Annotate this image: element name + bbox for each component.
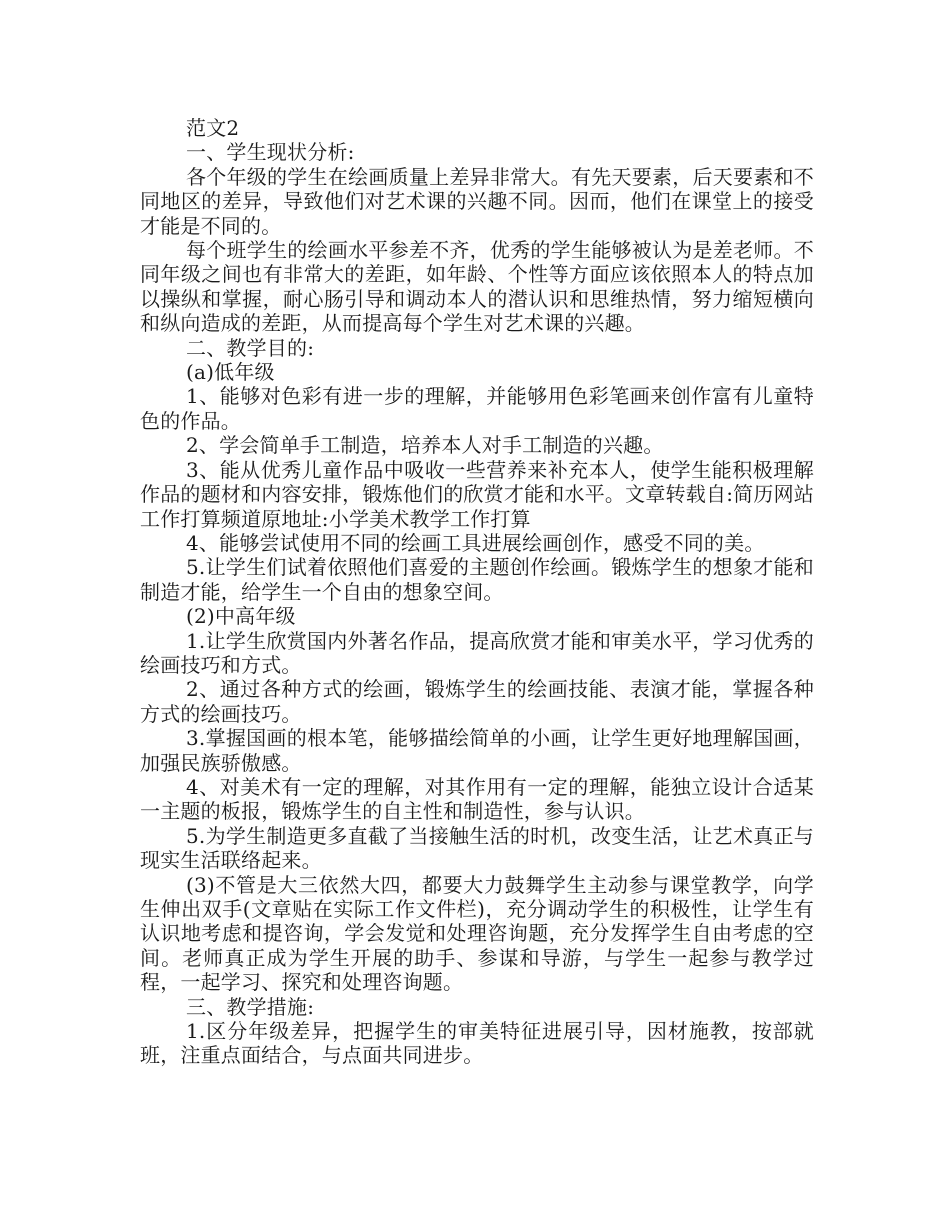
section-heading-2: 二、教学目的: bbox=[186, 335, 315, 360]
list-item: 4、能够尝试使用不同的绘画工具进展绘画创作，感受不同的美。 bbox=[186, 530, 765, 555]
paragraph: 每个班学生的绘画水平参差不齐，优秀的学生能够被认为是差老师。不同年级之间也有非常大的差距，如年龄、个性等方面应该依照本人的特点加以操纵和掌握，耐心肠引导和调动本人的潜认识和思维热情，努力缩短横向和纵向造成的差距，从而提高每个学生对艺术课的兴趣。 bbox=[140, 238, 814, 336]
paragraph: (3)不管是大三依然大四，都要大力鼓舞学生主动参与课堂教学，向学生伸出双手(文章贴在实际工作文件栏)，充分调动学生的积极性，让学生有认识地考虑和提咨询，学会发觉和处理咨询题，充分发挥学生自由考虑的空间。老师真正成为学生开展的助手、参谋和导游，与学生一起参与教学过程，一起学习、探究和处理咨询题。 bbox=[140, 872, 814, 995]
list-item: 1.区分年级差异，把握学生的审美特征进展引导，因材施教，按部就班，注重点面结合，与点面共同进步。 bbox=[140, 1019, 814, 1068]
list-item: 3、能从优秀儿童作品中吸收一些营养来补充本人，使学生能积极理解作品的题材和内容安排，锻炼他们的欣赏才能和水平。文章转载自:简历网站工作打算频道原地址:小学美术教学工作打算 bbox=[140, 457, 814, 531]
paragraph: 各个年级的学生在绘画质量上差异非常大。有先天要素，后天要素和不同地区的差异，导致他们对艺术课的兴趣不同。因而，他们在课堂上的接受才能是不同的。 bbox=[140, 164, 814, 238]
list-item: 4、对美术有一定的理解，对其作用有一定的理解，能独立设计合适某一主题的板报，锻炼学生的自主性和制造性，参与认识。 bbox=[140, 774, 814, 824]
section-heading-3: 三、教学措施: bbox=[186, 994, 315, 1019]
list-item: 2、通过各种方式的绘画，锻炼学生的绘画技能、表演才能，掌握各种方式的绘画技巧。 bbox=[140, 677, 814, 726]
list-item: 3.掌握国画的根本笔，能够描绘简单的小画，让学生更好地理解国画，加强民族骄傲感。 bbox=[140, 726, 814, 775]
subsection-heading-a: (a)低年级 bbox=[186, 360, 275, 385]
list-item: 1、能够对色彩有进一步的理解，并能够用色彩笔画来创作富有儿童特色的作品。 bbox=[140, 384, 814, 433]
list-item: 5.让学生们试着依照他们喜爱的主题创作绘画。锻炼学生的想象才能和制造才能，给学生一个自由的想象空间。 bbox=[140, 555, 814, 604]
list-item: 2、学会简单手工制造，培养本人对手工制造的兴趣。 bbox=[186, 433, 664, 458]
section-heading-1: 一、学生现状分析: bbox=[186, 140, 355, 165]
document-body bbox=[140, 116, 814, 1068]
heading-sample-title: 范文2 bbox=[186, 116, 240, 140]
list-item: 5.为学生制造更多直截了当接触生活的时机，改变生活，让艺术真正与现实生活联络起来。 bbox=[140, 823, 814, 873]
subsection-heading-2: (2)中高年级 bbox=[186, 604, 296, 629]
list-item: 1.让学生欣赏国内外著名作品，提高欣赏才能和审美水平，学习优秀的绘画技巧和方式。 bbox=[140, 628, 814, 677]
